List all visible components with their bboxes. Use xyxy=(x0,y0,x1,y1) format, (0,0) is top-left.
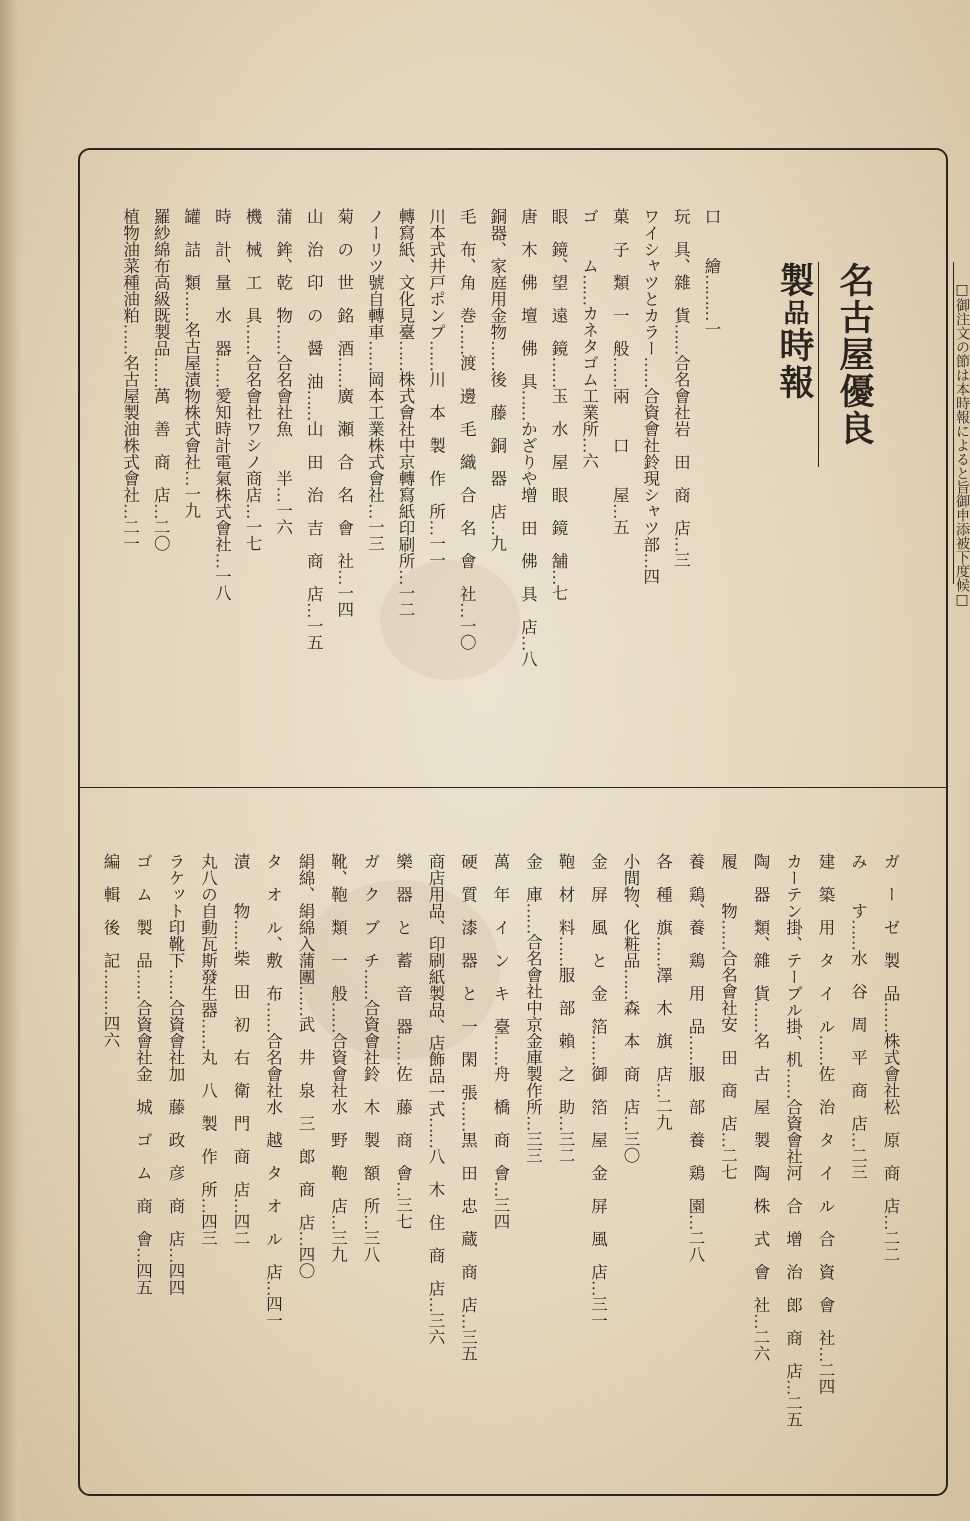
leader-dots: … xyxy=(686,1214,705,1230)
toc-item: 眼 鏡、望 遠 鏡 xyxy=(549,208,568,357)
leader-dots: …… xyxy=(621,968,640,1000)
toc-publisher: 名古屋漬物株式會社 xyxy=(181,321,201,470)
toc-page: 一 xyxy=(702,320,721,337)
toc-page: 三七 xyxy=(393,1196,413,1230)
toc-page: 一二 xyxy=(396,584,415,618)
leader-dots: …… xyxy=(549,356,568,388)
toc-publisher: 岡本工業株式會社 xyxy=(365,371,385,503)
leader-dots: …… xyxy=(783,1067,803,1099)
toc-publisher: 丸 八 製 作 所 xyxy=(198,1049,218,1198)
toc-entry xyxy=(268,208,298,748)
leader-dots: … xyxy=(556,1115,575,1131)
toc-entry xyxy=(482,208,512,748)
toc-publisher: 合資會社水 野 鞄 店 xyxy=(328,1032,348,1214)
toc-publisher: 合名會社岩 田 商 店 xyxy=(671,354,691,536)
toc-entry xyxy=(550,853,580,1443)
toc-page: 二三 xyxy=(848,1147,868,1180)
toc-entry xyxy=(604,208,634,748)
leader-dots: …… xyxy=(610,356,630,388)
toc-entry xyxy=(680,853,710,1443)
leader-dots: … xyxy=(365,503,385,519)
toc-item: 口 繪 xyxy=(702,208,721,274)
toc-item: 羅紗綿布高級既製品 xyxy=(151,208,171,357)
leader-dots: … xyxy=(361,1214,380,1230)
toc-page: 二二 xyxy=(881,1229,900,1263)
toc-entry xyxy=(615,853,645,1443)
leader-dots: …… xyxy=(702,274,721,305)
toc-item: 山 治 印 の 醤 油 xyxy=(304,208,324,390)
toc-entry xyxy=(237,208,267,748)
leader-dots: …… xyxy=(393,1034,413,1066)
toc-publisher: 川 本 製 作 所 xyxy=(426,371,446,520)
toc-publisher: 廣 瀬 合 名 會 社 xyxy=(334,387,354,569)
toc-page: 三〇 xyxy=(621,1130,640,1164)
toc-publisher: 柴 田 初 右 衛 門 商 店 xyxy=(231,950,250,1198)
toc-page: 四三 xyxy=(198,1213,218,1246)
leader-dots: … xyxy=(334,569,354,585)
toc-item: 金 屏 風 と 金 箔 xyxy=(588,853,608,1035)
toc-entry xyxy=(176,208,206,748)
toc-page: 八 xyxy=(518,650,538,667)
leader-dots: … xyxy=(610,503,630,519)
toc-entry xyxy=(518,853,548,1443)
toc-publisher: 渡 邊 毛 織 合 名 會 社 xyxy=(457,354,477,602)
leader-dots: …… xyxy=(328,1001,348,1033)
leader-dots: … xyxy=(457,602,477,618)
toc-item: 毛 布、角 巻 xyxy=(457,208,477,324)
leader-dots: …… xyxy=(396,340,415,371)
toc-page: 一六 xyxy=(273,502,293,535)
leader-dots: …… xyxy=(653,935,673,967)
toc-page: 一五 xyxy=(304,617,324,651)
toc-publisher: 萬 善 商 店 xyxy=(151,387,171,503)
leader-dots: … xyxy=(120,503,140,519)
toc-page: 一一 xyxy=(426,535,446,568)
leader-dots: …… xyxy=(198,1018,218,1049)
toc-publisher: 株式會社松 原 商 店 xyxy=(881,1032,900,1214)
leader-dots: …… xyxy=(181,290,201,322)
leader-dots: … xyxy=(426,1296,445,1312)
leader-dots: …… xyxy=(243,323,262,355)
toc-item: 商店用品、印刷紙製品、店飾品一式 xyxy=(426,853,445,1117)
toc-item: タ オ ル、敷 布 xyxy=(263,853,283,1002)
toc-page: 二六 xyxy=(751,1328,770,1362)
toc-publisher: 服 部 賴 之 助 xyxy=(556,966,575,1115)
page-edge-shadow xyxy=(0,0,22,1521)
toc-item: 玩 具、雜 貨 xyxy=(671,208,691,324)
toc-item: 蒲 鉾、乾 物 xyxy=(273,208,293,324)
leader-dots: …… xyxy=(273,323,293,355)
toc-publisher: 御 箔 屋 金 屏 風 店 xyxy=(588,1065,608,1280)
toc-item: 編 輯 後 記 xyxy=(101,853,120,969)
toc-page: 二〇 xyxy=(151,518,171,552)
toc-item: 鞄 材 料 xyxy=(556,853,575,936)
toc-item: 陶 器 類、雜 貨 xyxy=(751,853,770,1002)
leader-dots: … xyxy=(166,1247,185,1263)
toc-item: み す xyxy=(848,853,868,919)
toc-publisher: 合名會社魚 半 xyxy=(273,354,293,487)
toc-page: 一〇 xyxy=(457,617,477,651)
leader-dots: … xyxy=(640,552,660,568)
leader-dots: … xyxy=(304,602,324,618)
leader-dots: …… xyxy=(263,1001,283,1033)
toc-page: 一四 xyxy=(334,584,354,618)
toc-publisher: 佐 治 タ イ ル 合 資 會 社 xyxy=(816,1065,835,1346)
toc-page: 二八 xyxy=(686,1229,705,1263)
toc-page: 一七 xyxy=(243,518,262,552)
toc-page: 四六 xyxy=(101,1015,120,1048)
leader-dots: … xyxy=(653,1082,673,1098)
toc-entry xyxy=(696,208,726,748)
leader-dots: … xyxy=(296,1230,315,1246)
toc-publisher: 舟 橋 商 會 xyxy=(491,1065,510,1181)
toc-item: ラケット印靴下 xyxy=(166,853,185,969)
leader-dots: … xyxy=(263,1280,283,1296)
toc-entry xyxy=(388,853,418,1443)
leader-dots: …… xyxy=(120,323,140,355)
toc-publisher: 愛知時計電氣株式會社 xyxy=(212,387,232,553)
toc-item: カーテン掛、テーブル掛、机 xyxy=(783,853,803,1068)
leader-dots: …… xyxy=(296,985,315,1016)
toc-entry xyxy=(485,853,515,1443)
toc-page: 四二 xyxy=(231,1213,250,1246)
toc-publisher: 名 古 屋 製 陶 株 式 會 社 xyxy=(751,1032,770,1313)
leader-dots: … xyxy=(588,1280,608,1296)
toc-entry xyxy=(574,208,604,748)
toc-item: ノーリツ號自轉車 xyxy=(365,208,385,340)
toc-publisher: 合資會社加 藤 政 彦 商 店 xyxy=(166,999,185,1247)
leader-dots: … xyxy=(518,635,538,651)
toc-page: 三六 xyxy=(426,1312,445,1345)
toc-item: 靴、鞄 類 一 般 xyxy=(328,853,348,1002)
toc-entry xyxy=(421,208,451,748)
toc-item: ゴ ム xyxy=(579,208,599,274)
leader-dots: … xyxy=(212,552,232,568)
toc-publisher: 玉 水 屋 眼 鏡 舗 xyxy=(549,387,568,569)
toc-entry xyxy=(635,208,665,748)
toc-page: 四 xyxy=(640,568,660,585)
leader-dots: …… xyxy=(458,1100,478,1132)
toc-entry xyxy=(95,853,125,1443)
toc-entry xyxy=(128,853,158,1443)
leader-dots: …… xyxy=(588,1034,608,1066)
leader-dots: … xyxy=(751,1313,770,1329)
leader-dots: …… xyxy=(881,1001,900,1033)
toc-publisher: 後 藤 銅 器 店 xyxy=(487,371,507,520)
toc-item: 唐 木 佛 壇 佛 具 xyxy=(518,208,538,390)
toc-entry xyxy=(778,853,808,1443)
toc-entry xyxy=(665,208,695,748)
toc-page: 二五 xyxy=(783,1394,803,1428)
toc-item: 小間物、化粧品 xyxy=(621,853,640,969)
toc-item: 履 物 xyxy=(718,853,738,919)
toc-publisher: 合資會社河 合 增 治 郎 商 店 xyxy=(783,1098,803,1379)
toc-publisher: 武 井 泉 三 郎 商 店 xyxy=(296,1016,315,1231)
toc-item: ガ ー ゼ 製 品 xyxy=(881,853,900,1002)
leader-dots: … xyxy=(718,1131,738,1147)
leader-dots: …… xyxy=(361,968,380,1000)
toc-item: 樂 器 と 蓄 音 器 xyxy=(393,853,413,1035)
toc-item: 罐 詰 類 xyxy=(181,208,201,291)
leader-dots: … xyxy=(621,1115,640,1131)
toc-item: 丸八の自動瓦斯發生器 xyxy=(198,853,218,1018)
toc-page: 三二 xyxy=(556,1130,575,1164)
toc-page: 二一 xyxy=(120,518,140,552)
toc-page: 三五 xyxy=(458,1328,478,1362)
toc-entry xyxy=(583,853,613,1443)
toc-item: ガ ク ブ チ xyxy=(361,853,380,969)
toc-publisher: 兩 口 屋 xyxy=(610,387,630,503)
toc-entry xyxy=(875,853,905,1443)
leader-dots: …… xyxy=(426,1117,445,1148)
toc-page: 七 xyxy=(549,584,568,601)
leader-dots: …… xyxy=(334,356,354,388)
leader-dots: …… xyxy=(671,323,691,355)
toc-publisher: 黒 田 忠 蔵 商 店 xyxy=(458,1131,478,1313)
toc-publisher: かざりや增 田 佛 具 店 xyxy=(518,420,538,635)
toc-entry xyxy=(713,853,743,1443)
leader-dots: … xyxy=(393,1181,413,1197)
toc-item: 川本式井戸ポンプ xyxy=(426,208,446,340)
leader-dots: … xyxy=(181,470,201,486)
leader-dots: …… xyxy=(518,389,538,421)
toc-publisher: 澤 木 旗 店 xyxy=(653,966,673,1082)
toc-page: 二九 xyxy=(653,1097,673,1131)
toc-publisher: 山 田 治 吉 商 店 xyxy=(304,420,324,602)
leader-dots: …… xyxy=(556,935,575,967)
toc-item: ワイシャツとカラー xyxy=(640,208,660,357)
toc-item: 轉寫紙、文化見臺 xyxy=(396,208,415,340)
toc-entry xyxy=(512,208,542,748)
toc-page: 五 xyxy=(610,518,630,535)
toc-entry xyxy=(543,208,573,748)
leader-dots: … xyxy=(783,1379,803,1395)
leader-dots: …… xyxy=(365,340,385,371)
leader-dots: … xyxy=(133,1247,153,1263)
leader-dots: … xyxy=(101,999,120,1015)
leader-dots: … xyxy=(458,1313,478,1329)
toc-item: 硬 質 漆 器 と 一 閑 張 xyxy=(458,853,478,1101)
toc-entry xyxy=(323,853,353,1443)
toc-publisher: 合名會社水 越 タ オ ル 店 xyxy=(263,1032,283,1280)
leader-dots: … xyxy=(523,1115,543,1131)
leader-dots: …… xyxy=(686,1034,705,1066)
toc-publisher: 合資會社金 城 ゴ ム 商 會 xyxy=(133,999,153,1247)
toc-entry xyxy=(160,853,190,1443)
toc-publisher: 株式會社中京轉寫紙印刷所 xyxy=(396,371,415,569)
toc-item: 養 鶏、養 鶏 用 品 xyxy=(686,853,705,1035)
leader-dots: …… xyxy=(751,1001,770,1033)
toc-entry xyxy=(225,853,255,1443)
leader-dots: … xyxy=(243,503,262,519)
toc-entry xyxy=(810,853,840,1443)
toc-entry xyxy=(451,208,481,748)
toc-page: 四五 xyxy=(133,1262,153,1296)
toc-entry xyxy=(145,208,175,748)
toc-page: 六 xyxy=(579,452,599,469)
toc-item: 菊 の 世 銘 酒 xyxy=(334,208,354,357)
toc-publisher: 水 谷 周 平 商 店 xyxy=(848,950,868,1132)
toc-item: 金 庫 xyxy=(523,853,543,903)
leader-dots: … xyxy=(702,305,721,321)
leader-dots: …… xyxy=(491,1034,510,1066)
toc-entry xyxy=(453,853,483,1443)
toc-page: 二四 xyxy=(816,1361,835,1395)
toc-entry xyxy=(329,208,359,748)
toc-page: 九 xyxy=(487,535,507,552)
leader-dots: …… xyxy=(523,902,543,934)
leader-dots: … xyxy=(328,1214,348,1230)
toc-page: 三四 xyxy=(491,1196,510,1230)
toc-entry xyxy=(745,853,775,1443)
leader-dots: … xyxy=(848,1131,868,1147)
toc-page: 三 xyxy=(671,551,691,568)
leader-dots: … xyxy=(881,1214,900,1230)
toc-publisher: 名古屋製油株式會社 xyxy=(120,354,140,503)
toc-entry xyxy=(298,208,328,748)
toc-item: 各 種 旗 xyxy=(653,853,673,936)
toc-entry xyxy=(390,208,420,748)
toc-publisher: 八 木 住 商 店 xyxy=(426,1148,445,1297)
toc-publisher: 合資會社鈴現シャツ部 xyxy=(640,387,660,553)
toc-item: 絹綿、絹綿入蒲團 xyxy=(296,853,315,985)
side-note: □御注文の節は本時報によると旨御申添被下度候□ xyxy=(954,282,970,608)
toc-page: 一三 xyxy=(365,518,385,552)
section-divider xyxy=(80,787,948,788)
toc-item: 植物油菜種油粕 xyxy=(120,208,140,324)
toc-page: 三九 xyxy=(328,1229,348,1263)
leader-dots: …… xyxy=(579,274,599,305)
toc-page: 四四 xyxy=(166,1262,185,1296)
toc-publisher: 合名會社中京金庫製作所 xyxy=(523,933,543,1115)
toc-page: 一八 xyxy=(212,568,232,601)
leader-dots: … xyxy=(151,503,171,519)
toc-entry xyxy=(420,853,450,1443)
toc-publisher: 佐 藤 商 會 xyxy=(393,1065,413,1181)
leader-dots: … xyxy=(671,536,691,552)
leader-dots: … xyxy=(396,569,415,585)
toc-item: ゴ ム 製 品 xyxy=(133,853,153,969)
toc-entry xyxy=(115,208,145,748)
leader-dots: …… xyxy=(457,323,477,355)
toc-publisher: 森 本 商 店 xyxy=(621,999,640,1115)
leader-dots: …… xyxy=(133,968,153,1000)
leader-dots: … xyxy=(198,1197,218,1213)
toc-item: 漬 物 xyxy=(231,853,250,919)
toc-publisher: 服 部 養 鶏 園 xyxy=(686,1065,705,1214)
leader-dots: … xyxy=(231,1197,250,1213)
toc-item: 建 築 用 タ イ ル xyxy=(816,853,835,1035)
leader-dots: … xyxy=(491,1181,510,1197)
leader-dots: …… xyxy=(166,968,185,1000)
toc-page: 三三 xyxy=(523,1130,543,1164)
toc-item: 銅器、家庭用金物 xyxy=(487,208,507,340)
leader-dots: … xyxy=(816,1346,835,1362)
toc-publisher: 合資會社鈴 木 製 額 所 xyxy=(361,999,380,1214)
toc-page: 三一 xyxy=(588,1295,608,1329)
toc-item: 時 計、量 水 器 xyxy=(212,208,232,357)
toc-page: 四一 xyxy=(263,1295,283,1329)
leader-dots: …… xyxy=(816,1034,835,1066)
toc-entry xyxy=(193,853,223,1443)
page-title: 名古屋優良製品時報 xyxy=(774,262,875,447)
toc-entry xyxy=(843,853,873,1443)
toc-item: 萬 年 イ ン キ 臺 xyxy=(491,853,510,1035)
toc-publisher: 合名會社ワシノ商店 xyxy=(243,354,262,503)
toc-page: 一九 xyxy=(181,485,201,519)
toc-entry xyxy=(206,208,236,748)
toc-entry xyxy=(258,853,288,1443)
leader-dots: …… xyxy=(640,356,660,388)
leader-dots: …… xyxy=(304,389,324,421)
leader-dots: …… xyxy=(487,340,507,371)
toc-page: 四〇 xyxy=(296,1246,315,1279)
toc-entry xyxy=(648,853,678,1443)
leader-dots: …… xyxy=(231,919,250,950)
leader-dots: … xyxy=(579,437,599,453)
leader-dots: …… xyxy=(718,919,738,950)
toc-item: 菓 子 類 一 般 xyxy=(610,208,630,357)
toc-entry xyxy=(355,853,385,1443)
toc-item: 機 械 工 具 xyxy=(243,208,262,324)
toc-publisher: 合名會社安 田 商 店 xyxy=(718,950,738,1132)
toc-entry xyxy=(290,853,320,1443)
leader-dots: … xyxy=(273,486,293,502)
leader-dots: …… xyxy=(151,356,171,388)
leader-dots: …… xyxy=(101,968,120,1000)
leader-dots: … xyxy=(487,519,507,535)
toc-page: 三八 xyxy=(361,1229,380,1263)
leader-dots: … xyxy=(549,569,568,585)
toc-entry xyxy=(359,208,389,748)
toc-publisher: カネタゴム工業所 xyxy=(579,305,599,437)
toc-page: 二七 xyxy=(718,1147,738,1180)
leader-dots: …… xyxy=(848,919,868,950)
leader-dots: …… xyxy=(212,356,232,388)
leader-dots: …… xyxy=(426,340,446,371)
leader-dots: … xyxy=(426,519,446,535)
